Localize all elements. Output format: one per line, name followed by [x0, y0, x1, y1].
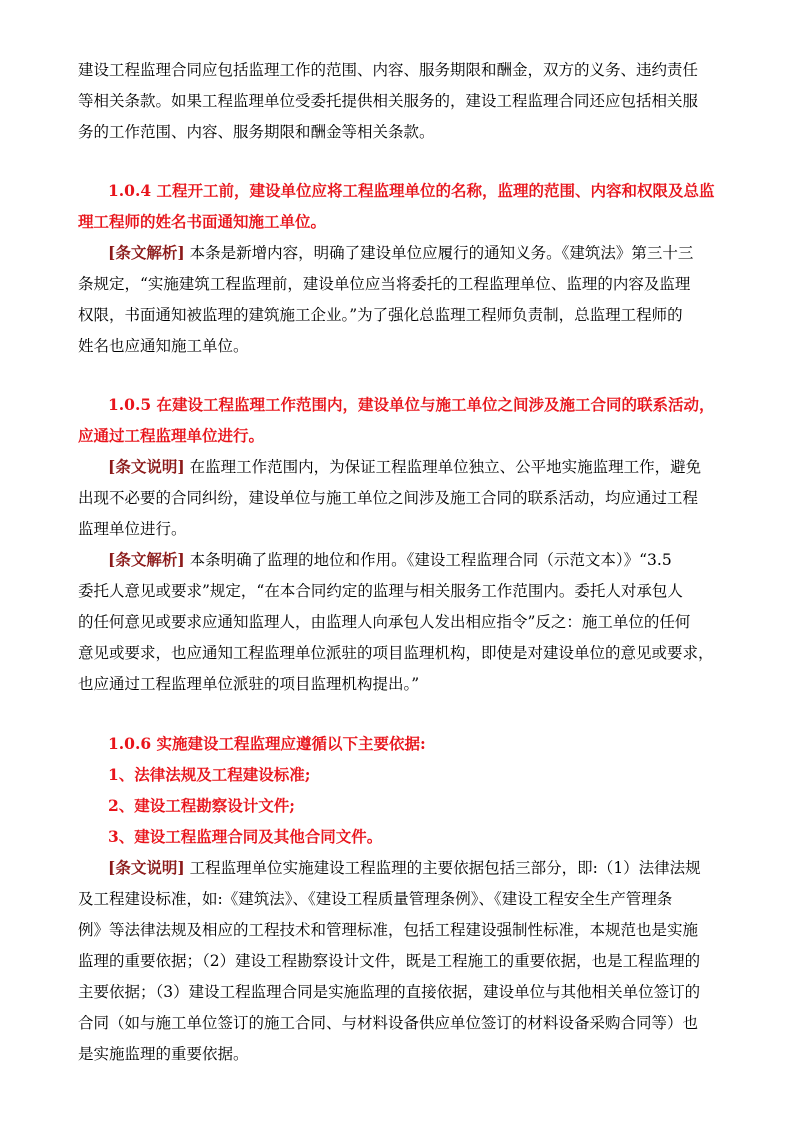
body-text: 也应通过工程监理单位派驻的项目监理机构提出。”	[78, 675, 420, 693]
tag-label: [条文解析]	[108, 243, 185, 262]
clause-explanation: [条文解析] 本条明确了监理的地位和作用。《建设工程监理合同（示范文本）》“3.5	[108, 550, 672, 569]
body-text: 及工程建设标准，如:《建筑法》、《建设工程质量管理条例》、《建设工程安全生产管理条	[78, 890, 673, 908]
body-text: 委托人意见或要求”规定，“在本合同约定的监理与相关服务工作范围内。委托人对承包人	[78, 582, 683, 600]
clause-heading-1-0-4: 1.0.4 工程开工前，建设单位应将工程监理单位的名称，监理的范围、内容和权限及总监	[108, 181, 715, 200]
body-text: 条规定，“实施建筑工程监理前，建设单位应当将委托的工程监理单位、监理的内容及监理	[78, 275, 691, 293]
body-text: 的任何意见或要求应通知监理人，由监理人向承包人发出相应指令”反之：施工单位的任何	[78, 613, 691, 631]
body-text: 建设工程监理合同应包括监理工作的范围、内容、服务期限和酬金，双方的义务、违约责任	[78, 61, 699, 79]
body-text: 意见或要求，也应通知工程监理单位派驻的项目监理机构，即使是对建设单位的意见或要求，	[78, 644, 714, 662]
clause-note: [条文说明] 工程监理单位实施建设工程监理的主要依据包括三部分，即:（1）法律法规	[108, 858, 701, 877]
tag-label: [条文说明]	[108, 457, 185, 476]
body-text: 姓名也应通知施工单位。	[78, 337, 249, 355]
body-text: 等相关条款。如果工程监理单位受委托提供相关服务的，建设工程监理合同还应包括相关服	[78, 92, 699, 110]
clause-explanation: [条文解析] 本条是新增内容，明确了建设单位应履行的通知义务。《建筑法》第三十三	[108, 243, 694, 262]
tag-label: [条文说明]	[108, 858, 185, 877]
body-text: 出现不必要的合同纠纷，建设单位与施工单位之间涉及施工合同的联系活动，均应通过工程	[78, 489, 699, 507]
tag-label: [条文解析]	[108, 550, 185, 569]
list-item: 2、建设工程勘察设计文件;	[108, 796, 296, 815]
list-item: 1、法律法规及工程建设标准;	[108, 765, 311, 784]
body-text: 监理单位进行。	[78, 520, 187, 538]
clause-heading-1-0-6: 1.0.6 实施建设工程监理应遵循以下主要依据:	[108, 734, 426, 753]
body-text: 例》等法律法规及相应的工程技术和管理标准，包括工程建设强制性标准，本规范也是实施	[78, 921, 699, 939]
clause-heading-1-0-5: 1.0.5 在建设工程监理工作范围内，建设单位与施工单位之间涉及施工合同的联系活动，	[108, 395, 715, 414]
body-text: 合同（如与施工单位签订的施工合同、与材料设备供应单位签订的材料设备采购合同等）也	[78, 1014, 699, 1032]
list-item: 3、建设工程监理合同及其他合同文件。	[108, 827, 383, 846]
clause-heading-1-0-4: 理工程师的姓名书面通知施工单位。	[78, 212, 327, 231]
body-text: 是实施监理的重要依据。	[78, 1045, 249, 1063]
body-text: 务的工作范围、内容、服务期限和酬金等相关条款。	[78, 123, 435, 141]
clause-heading-1-0-5: 应通过工程监理单位进行。	[78, 426, 265, 445]
body-text: 主要依据；（3）建设工程监理合同是实施监理的直接依据，建设单位与其他相关单位签订的	[78, 983, 701, 1001]
clause-note: [条文说明] 在监理工作范围内，为保证工程监理单位独立、公平地实施监理工作，避免	[108, 457, 702, 476]
body-text: 权限，书面通知被监理的建筑施工企业。”为了强化总监理工程师负责制，总监理工程师的	[78, 306, 683, 324]
body-text: 监理的重要依据；（2）建设工程勘察设计文件，既是工程施工的重要依据，也是工程监理的	[78, 952, 701, 970]
